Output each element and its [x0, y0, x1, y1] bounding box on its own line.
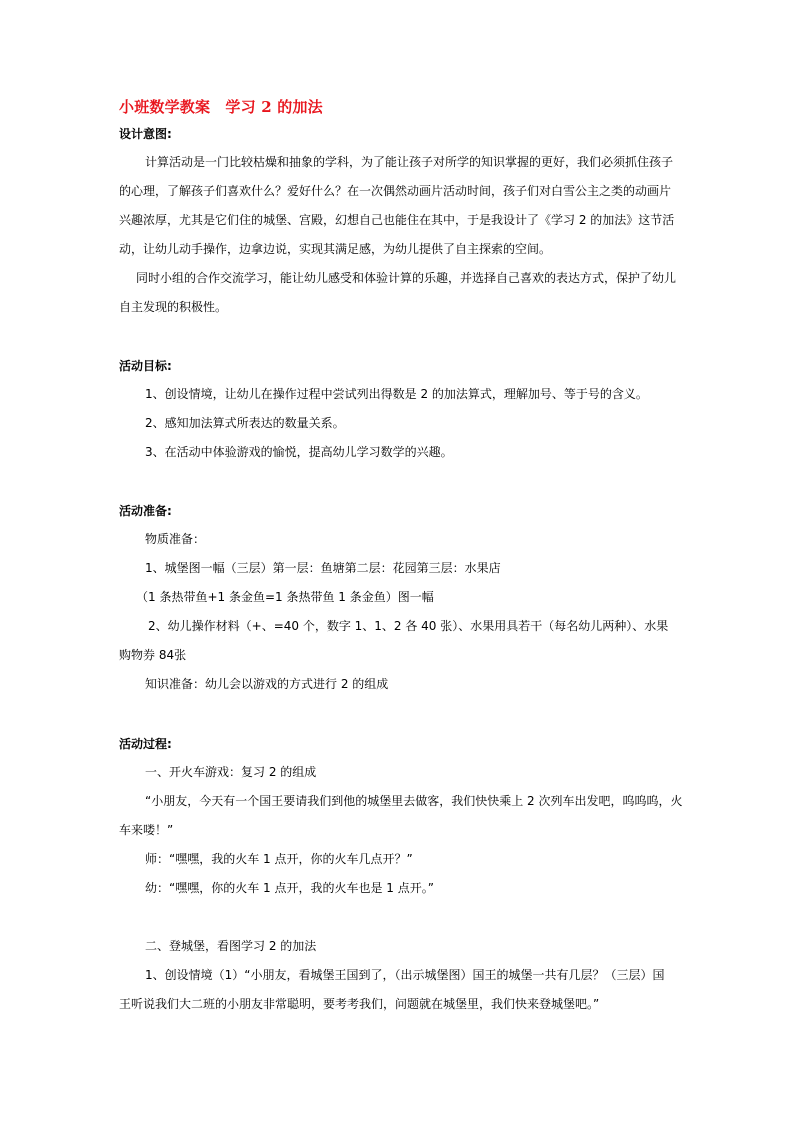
- design-paragraph-line: 自主发现的积极性。: [119, 300, 228, 314]
- design-paragraph-line: 兴趣浓厚，尤其是它们住的城堡、宫殿，幻想自己也能住在其中，于是我设计了《学习 2 的加法》这节活: [119, 213, 675, 227]
- process-line: 师：“嘿嘿，我的火车 1 点开，你的火车几点开？”: [145, 852, 413, 866]
- process-heading: 活动过程:: [119, 737, 172, 751]
- preparation-line: 知识准备：幼儿会以游戏的方式进行 2 的组成: [145, 677, 389, 691]
- design-intent-heading: 设计意图:: [119, 127, 172, 141]
- preparation-line: 物质准备：: [145, 532, 206, 546]
- preparation-line: 购物券 84张: [119, 648, 187, 662]
- design-paragraph-line: 同时小组的合作交流学习，能让幼儿感受和体验计算的乐趣，并选择自己喜欢的表达方式，保护了幼儿: [136, 271, 677, 285]
- process-line: 王听说我们大二班的小朋友非常聪明，要考考我们，问题就在城堡里，我们快来登城堡吧。”: [119, 997, 600, 1011]
- goal-item: 2、感知加法算式所表达的数量关系。: [145, 416, 345, 430]
- design-paragraph-line: 计算活动是一门比较枯燥和抽象的学科，为了能让孩子对所学的知识掌握的更好，我们必须抓住孩子: [145, 155, 674, 169]
- document-title: 小班数学教案 学习 2 的加法: [119, 98, 323, 116]
- goal-item: 1、创设情境，让幼儿在操作过程中尝试列出得数是 2 的加法算式，理解加号、等于号的含义。: [145, 387, 648, 401]
- preparation-heading: 活动准备:: [119, 504, 172, 518]
- process-line: 车来喽！”: [119, 823, 174, 837]
- design-paragraph-line: 的心理，了解孩子们喜欢什么？爱好什么？在一次偶然动画片活动时间，孩子们对白雪公主之类的动画片: [119, 184, 672, 198]
- goal-item: 3、在活动中体验游戏的愉悦，提高幼儿学习数学的兴趣。: [145, 445, 453, 459]
- process-line: 二、登城堡，看图学习 2 的加法: [145, 939, 317, 953]
- preparation-line: 2、幼儿操作材料（+、=40 个，数字 1、1、2 各 40 张）、水果用具若干（每名幼儿两种）、水果: [148, 619, 669, 633]
- design-paragraph-line: 动，让幼儿动手操作，边拿边说，实现其满足感，为幼儿提供了自主探索的空间。: [119, 242, 552, 256]
- process-line: 幼：“嘿嘿，你的火车 1 点开，我的火车也是 1 点开。”: [145, 881, 434, 895]
- preparation-line: 1、城堡图一幅（三层）第一层：鱼塘第二层：花园第三层：水果店: [145, 561, 501, 575]
- goals-heading: 活动目标:: [119, 359, 172, 373]
- preparation-line: （1 条热带鱼+1 条金鱼=1 条热带鱼 1 条金鱼）图一幅: [136, 590, 434, 604]
- process-line: 一、开火车游戏：复习 2 的组成: [145, 765, 317, 779]
- process-line: 1、创设情境（1）“小朋友，看城堡王国到了，（出示城堡图）国王的城堡一共有几层？（三层）国: [145, 968, 665, 982]
- process-line: “小朋友，今天有一个国王要请我们到他的城堡里去做客，我们快快乘上 2 次列车出发吧，呜呜呜，火: [145, 794, 683, 808]
